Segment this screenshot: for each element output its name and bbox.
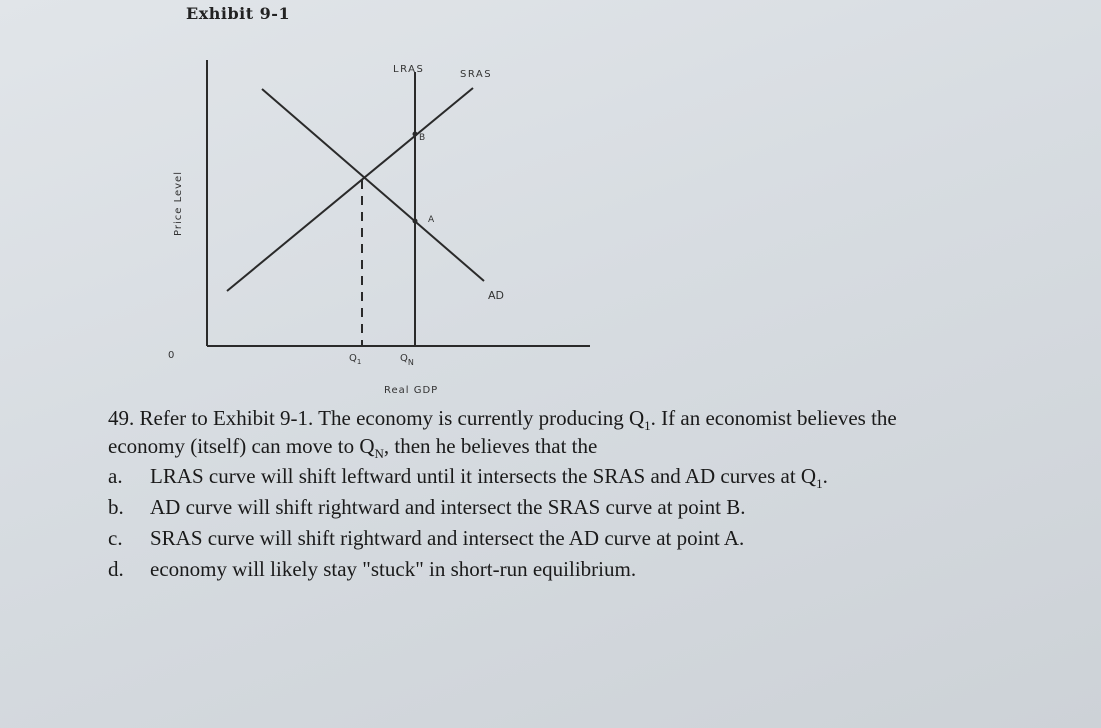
option-c-letter: c. — [108, 526, 123, 550]
option-b-text: AD curve will shift rightward and intersect the SRAS curve at point B. — [150, 495, 746, 519]
ad-curve — [262, 89, 484, 281]
lras-label: LRAS — [393, 64, 425, 75]
question-line-1 — [108, 404, 1058, 432]
sras-curve — [227, 88, 473, 291]
qn-tick-label — [400, 353, 414, 367]
q1-tick-sub: 1 — [356, 358, 362, 366]
qn-tick-sub: N — [407, 358, 414, 367]
option-b-letter: b. — [108, 495, 124, 519]
question-text-3: economy (itself) can move to Q — [108, 434, 375, 458]
point-a-label: A — [428, 215, 435, 225]
ad-label: AD — [488, 289, 504, 302]
exhibit-title: Exhibit 9-1 — [186, 4, 291, 23]
question-text-4: , then he believes that the — [383, 434, 598, 458]
sras-label: SRAS — [460, 69, 493, 80]
question-line-2 — [108, 432, 1058, 460]
option-a-tail: . — [822, 464, 828, 488]
option-d[interactable] — [108, 555, 1058, 583]
option-c[interactable] — [108, 524, 1058, 552]
question-block — [108, 404, 1058, 583]
question-text-1: 49. Refer to Exhibit 9-1. The economy is currently producing Q — [108, 406, 645, 430]
point-b-marker — [413, 132, 418, 137]
q1-tick-label — [349, 353, 361, 366]
qn-tick-main: Q — [400, 353, 408, 364]
option-a-letter: a. — [108, 464, 123, 488]
question-text-2: . If an economist believes the — [650, 406, 897, 430]
q1-tick-main: Q — [349, 353, 357, 364]
option-a[interactable] — [108, 462, 1058, 490]
point-a-marker — [413, 219, 418, 224]
option-d-letter: d. — [108, 557, 124, 581]
option-a-text: LRAS curve will shift leftward until it intersects the SRAS and AD curves at Q — [150, 464, 817, 488]
option-b[interactable] — [108, 493, 1058, 521]
option-a-sub: 1 — [816, 476, 823, 492]
y-axis-label: Price Level — [173, 171, 184, 236]
option-c-text: SRAS curve will shift rightward and intersect the AD curve at point A. — [150, 526, 745, 550]
question-sub-1: 1 — [644, 418, 651, 434]
origin-label: 0 — [168, 350, 175, 361]
question-sub-n: N — [374, 446, 384, 462]
option-d-text: economy will likely stay "stuck" in short-run equilibrium. — [150, 557, 637, 581]
x-axis-label: Real GDP — [384, 385, 439, 396]
point-b-label: B — [419, 133, 426, 143]
